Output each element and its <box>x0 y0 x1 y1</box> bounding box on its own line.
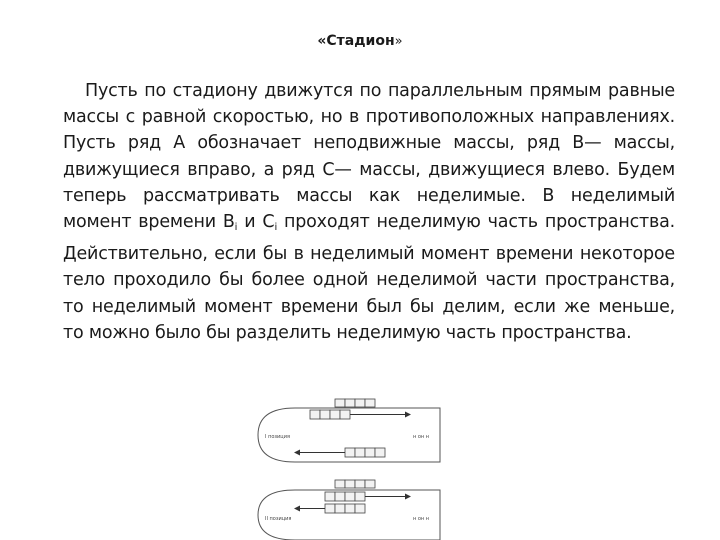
arrow-right-head <box>405 412 411 418</box>
row-a-blocks <box>335 480 375 488</box>
title-quote-close: » <box>394 34 403 49</box>
paragraph-part-1: Пусть по стадиону движутся по параллельным прямым равные массы с равной скоростью, но в противоположных направлениях. Пусть ряд А обозначает неподвижные массы, ряд В— массы, движущиеся вправо, а ряд С— массы, движущиеся влево. Будем теперь рассматривать массы как неделимые. В неделимый момент времени В <box>63 81 675 233</box>
arrow-left-head <box>294 450 300 456</box>
slide-title <box>0 32 720 51</box>
diagram-left-label: II позиция <box>265 516 292 522</box>
row-b-blocks <box>325 492 365 501</box>
title-text: Стадион <box>326 33 395 49</box>
diagram-right-label: н он н <box>413 516 430 522</box>
subscript-i-2: i <box>274 222 278 234</box>
stadium-diagram-position-1 <box>255 396 445 468</box>
arrow-left-head <box>294 506 300 512</box>
subscript-i-1: i <box>234 222 238 234</box>
diagram-left-label: I позиция <box>265 434 290 440</box>
title-quote-open: « <box>317 33 327 49</box>
body-paragraph <box>63 78 675 346</box>
row-a-blocks <box>335 399 375 407</box>
stadium-diagram-position-2 <box>255 476 445 540</box>
row-c-blocks <box>325 504 365 513</box>
diagram-right-label: н он н <box>413 434 430 440</box>
paragraph-part-3: проходят неделимую часть пространства. Действительно, если бы в неделимый момент времени некоторое тело проходило бы более одной неделимой части пространства, то неделимый момент времени был бы делим, если же меньше, то можно было бы разделить неделимую часть пространства. <box>63 212 675 343</box>
paragraph-part-2: и С <box>237 212 275 233</box>
row-c-blocks <box>345 448 385 457</box>
row-b-blocks <box>310 410 350 419</box>
arrow-right-head <box>405 494 411 500</box>
